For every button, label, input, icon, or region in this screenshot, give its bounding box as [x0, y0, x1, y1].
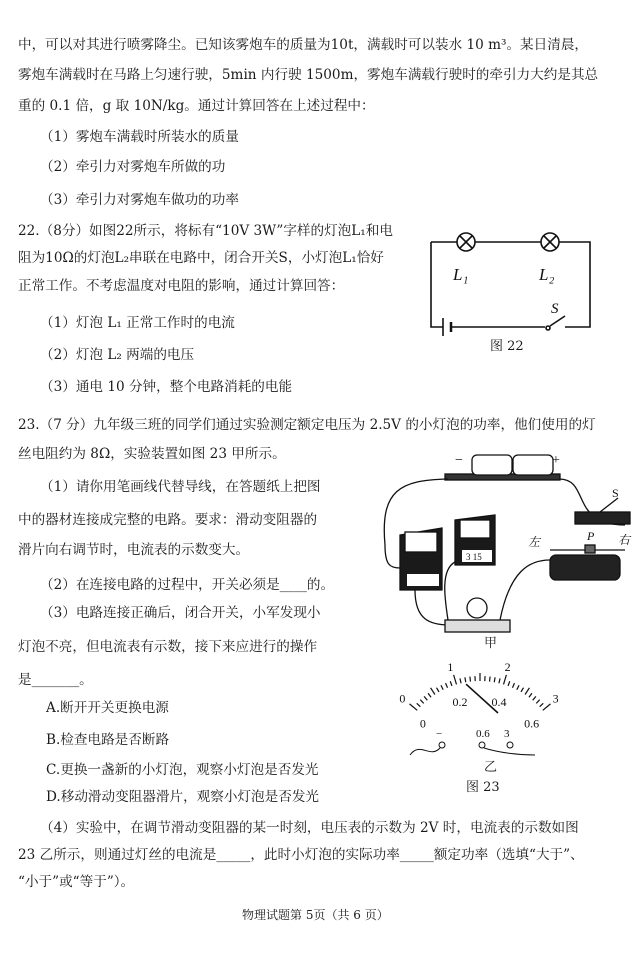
battery-cell-icon	[513, 455, 553, 475]
scale-top-label: 3	[552, 691, 559, 706]
slider-label: P	[587, 529, 595, 543]
label-l2: L₂	[539, 265, 555, 284]
rheostat-icon	[550, 555, 620, 580]
q22-subquestion: （1）灯泡 L₁ 正常工作时的电流	[40, 315, 235, 331]
scale-tick	[424, 696, 427, 700]
q23-part1: 中的器材连接成完整的电路。要求：滑动变阻器的	[18, 512, 318, 528]
switch-label: S	[612, 486, 619, 500]
figure-23a-caption: 甲	[484, 636, 498, 651]
q21-subquestion: （3）牵引力对雾炮车做功的功率	[40, 192, 239, 208]
scale-tick	[533, 696, 536, 700]
q23-line: 丝电阻约为 8Ω，实验装置如图 23 甲所示。	[18, 446, 286, 462]
q22-subquestion: （3）通电 10 分钟，整个电路消耗的电能	[40, 379, 293, 395]
scale-tick	[470, 677, 471, 682]
scale-tick	[490, 677, 491, 682]
q23-part4: （4）实验中，在调节滑动变阻器的某一时刻，电压表的示数为 2V 时，电流表的示数如图	[40, 820, 579, 836]
q23-part3: 是_______。	[18, 672, 93, 688]
plus-label: +	[552, 453, 560, 468]
scale-tick	[543, 704, 551, 710]
scale-tick	[512, 683, 514, 688]
figure-23b-caption: 乙	[484, 760, 498, 775]
bulb-icon	[467, 598, 487, 618]
scale-tick	[504, 675, 507, 685]
scale-tick	[450, 681, 452, 686]
left-label: 左	[528, 535, 541, 549]
option-a: A.断开开关更换电源	[46, 700, 169, 716]
scale-top-label: 0	[399, 691, 406, 706]
scale-tick	[465, 677, 466, 682]
q23-part3: 灯泡不亮，但电流表有示数，接下来应进行的操作	[18, 639, 318, 655]
scale-tick	[540, 703, 544, 706]
scale-tick	[431, 688, 435, 695]
scale-tick	[417, 703, 421, 706]
q22-line: 阻为10Ω的灯泡L₂串联在电路中，闭合开关S，小灯泡L₁恰好	[18, 250, 384, 266]
switch-icon	[546, 326, 550, 330]
option-c: C.更换一盏新的小灯泡，观察小灯泡是否发光	[46, 762, 319, 778]
scale-top-label: 1	[447, 660, 454, 675]
page-footer: 物理试题第 5页（共 6 页）	[242, 908, 389, 922]
scale-bottom-label: 0.2	[452, 694, 468, 709]
scale-tick	[499, 678, 500, 683]
battery-cell-icon	[472, 455, 512, 475]
terminal-label: −	[436, 728, 443, 740]
scale-tick	[494, 677, 495, 682]
q23-part3: （3）电路连接正确后，闭合开关，小军发现小	[40, 605, 321, 621]
q21-subquestion: （1）雾炮车满载时所装水的质量	[40, 129, 239, 145]
q22-line: 22.（8分）如图22所示，将标有“10V 3W”字样的灯泡L₁和电	[18, 223, 393, 239]
terminal-icon	[507, 742, 513, 748]
option-d: D.移动滑动变阻器滑片，观察小灯泡是否发光	[46, 789, 320, 805]
scale-tick	[420, 700, 423, 704]
scale-tick	[525, 688, 529, 695]
q21-subquestion: （2）牵引力对雾炮车所做的功	[40, 159, 226, 175]
q21-line: 雾炮车满载时在马路上匀速行驶，5min 内行驶 1500m，雾炮车满载行驶时的牵引力大约是其总	[18, 67, 599, 83]
scale-tick	[529, 693, 532, 697]
scale-bottom-label: 0.6	[524, 716, 540, 731]
scale-tick	[508, 681, 510, 686]
scale-tick	[536, 700, 539, 704]
apparatus-diagram-23a	[360, 450, 637, 640]
scale-tick	[517, 685, 519, 689]
scale-bottom-label: 0	[419, 716, 426, 731]
label-l1: L₁	[453, 265, 469, 284]
wire	[410, 748, 440, 755]
option-b: B.检查电路是否断路	[46, 732, 170, 748]
switch-icon	[575, 512, 630, 524]
wire	[484, 748, 535, 755]
scale-tick	[521, 688, 524, 692]
scale-tick	[460, 678, 461, 683]
scale-bottom-label: 0.4	[491, 694, 507, 709]
scale-tick	[428, 693, 431, 697]
circuit-diagram-22	[415, 225, 615, 337]
scale-tick	[454, 675, 457, 685]
q21-line: 重的 0.1 倍，g 取 10N/kg。通过计算回答在上述过程中：	[18, 98, 375, 114]
figure-22-caption: 图 22	[490, 339, 524, 354]
q23-part4: 23 乙所示，则通过灯丝的电流是_____，此时小灯泡的实际功率_____额定功率（选填“大于”、	[18, 847, 584, 863]
scale-tick	[446, 683, 448, 688]
scale-tick	[410, 704, 418, 710]
q21-line: 中，可以对其进行喷雾降尘。已知该雾炮车的质量为10t，满载时可以装水 10 m³。某日清晨，	[18, 37, 589, 53]
q22-subquestion: （2）灯泡 L₂ 两端的电压	[40, 347, 195, 363]
label-s: S	[551, 301, 559, 317]
q22-line: 正常工作。不考虑温度对电阻的影响，通过计算回答：	[18, 278, 345, 294]
terminal-icon	[479, 742, 485, 748]
q23-part2: （2）在连接电路的过程中，开关必须是____的。	[40, 577, 335, 593]
right-label: 右	[618, 533, 631, 547]
terminal-label: 3	[504, 728, 510, 740]
q23-part1: 滑片向右调节时，电流表的示数变大。	[18, 542, 250, 558]
q23-line: 23.（7 分）九年级三班的同学们通过实验测定额定电压为 2.5V 的小灯泡的功率，他们使用的灯	[18, 417, 596, 433]
voltmeter-terminals: 3 15	[466, 552, 482, 562]
q23-part1: （1）请你用笔画线代替导线，在答题纸上把图	[40, 479, 321, 495]
scale-tick	[437, 688, 440, 692]
figure-23-caption: 图 23	[466, 780, 500, 795]
scale-top-label: 2	[504, 660, 511, 675]
terminal-label: 0.6	[476, 728, 490, 740]
minus-label: −	[455, 453, 463, 468]
ammeter-dial-23b	[400, 653, 560, 758]
q23-part4: “小于”或“等于”）。	[18, 874, 135, 890]
scale-tick	[441, 685, 443, 689]
terminal-icon	[439, 742, 445, 748]
lamp-base-icon	[445, 620, 510, 632]
